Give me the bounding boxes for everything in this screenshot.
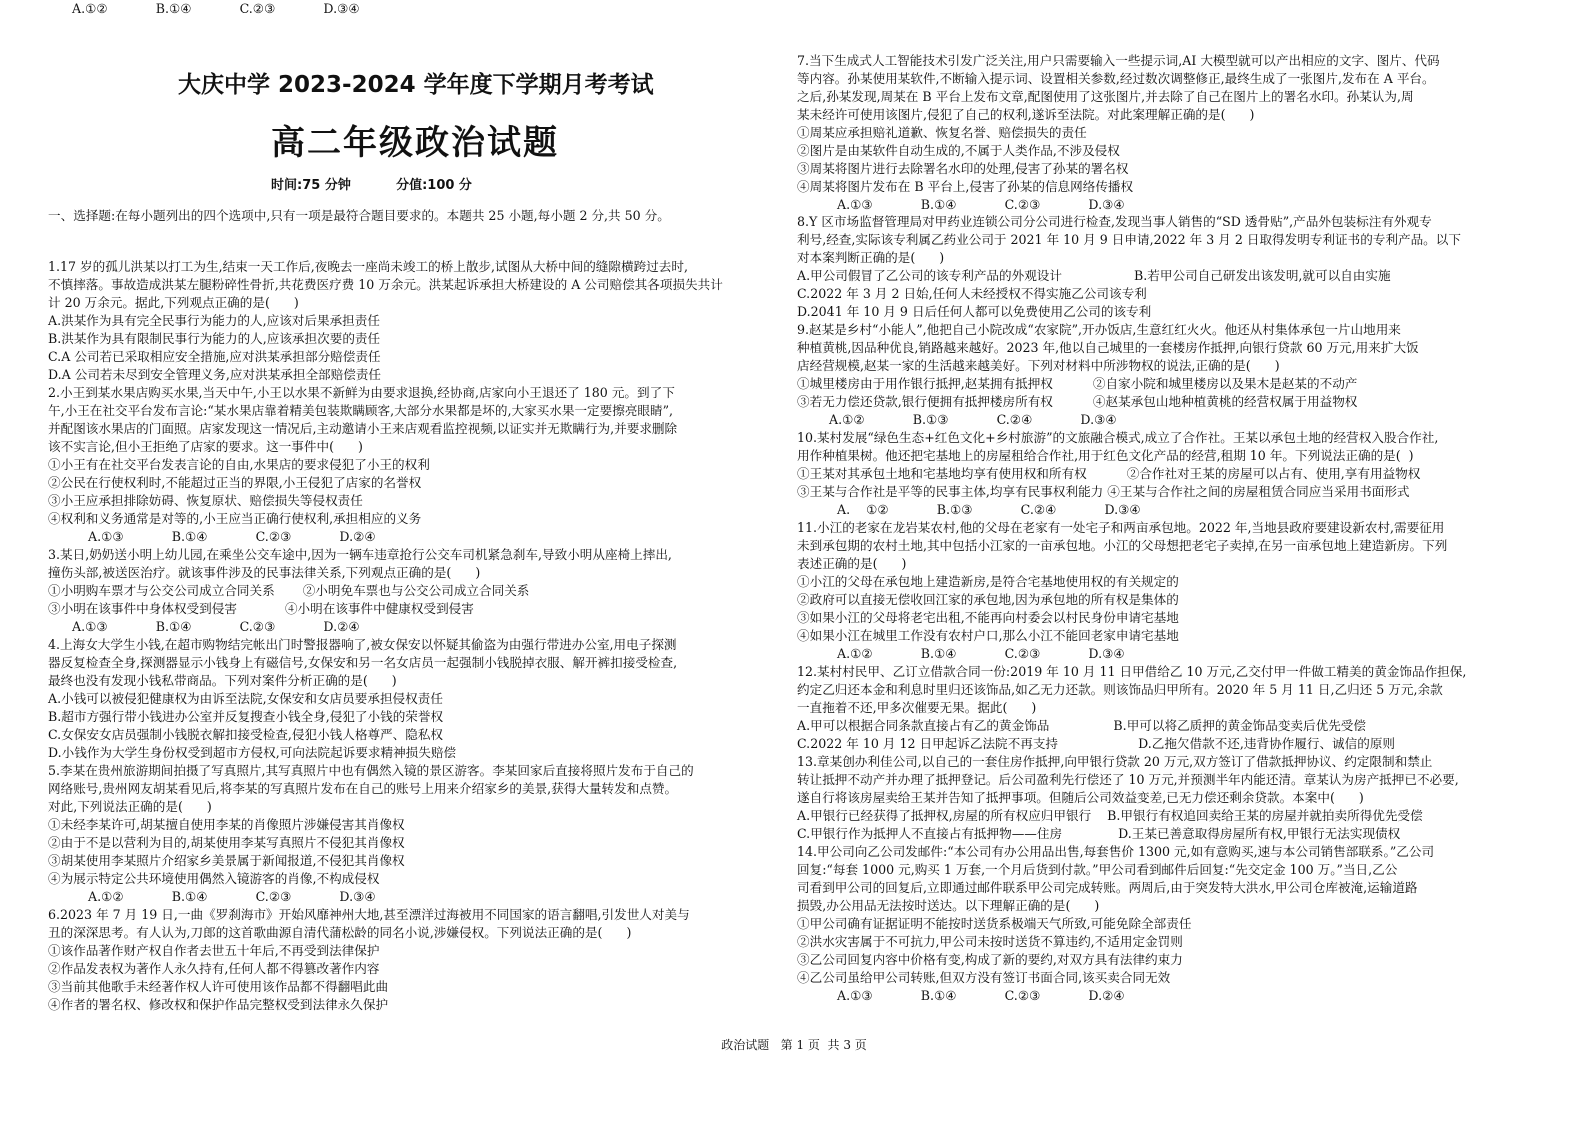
right-text-line: 某未经许可使用该图片,侵犯了自己的权利,遂诉至法院。对此案理解正确的是( ) (797, 107, 1255, 122)
right-text-line: 回复:“每套 1000 元,购买 1 万套,一个月后货到付款。”甲公司看到邮件后回复:“先交定金 100 万。”当日,乙公 (797, 862, 1398, 877)
right-text-line: C.甲银行作为抵押人不直接占有抵押物——住房 D.王某已善意取得房屋所有权,甲银行无法实现债权 (797, 826, 1401, 841)
right-text-line: 9.赵某是乡村“小能人”,他把自己小院改成“农家院”,开办饭店,生意红红火火。他还从村集体承包一片山地用来 (797, 322, 1401, 337)
left-text-line: ①未经李某许可,胡某擅自使用李某的肖像照片涉嫌侵害其肖像权 (48, 817, 405, 832)
left-text-line: ④作者的署名权、修改权和保护作品完整权受到法律永久保护 (48, 997, 389, 1012)
left-text-line: 6.2023 年 7 月 19 日,一曲《罗刹海市》开始风靡神州大地,甚至漂洋过海被用不同国家的语言翻唱,引发世人对美与 (48, 907, 690, 922)
right-text-line: A.①② B.①③ C.②④ D.③④ (797, 412, 1117, 427)
left-text-line: ③小王应承担排除妨碍、恢复原状、赔偿损失等侵权责任 (48, 493, 363, 508)
right-text-line: A. ①② B.①③ C.②④ D.③④ (797, 502, 1141, 517)
left-text-line: A.①② B.①④ C.②③ D.③④ (48, 889, 376, 904)
right-text-line: A.甲可以根据合同条款直接占有乙的黄金饰品 B.甲可以将乙质押的黄金饰品变卖后优先受偿 (797, 718, 1366, 733)
right-text-line: 遂自行将该房屋卖给王某并告知了抵押事项。但随后公司效益变差,已无力偿还剩余贷款。本案中( ) (797, 790, 1364, 805)
left-text-line: 1.17 岁的孤儿洪某以打工为生,结束一天工作后,夜晚去一座尚未竣工的桥上散步,试图从大桥中间的缝隙横跨过去时, (48, 259, 688, 274)
left-text-line: 丑的深深思考。有人认为,刀郎的这首歌曲源自清代蒲松龄的同名小说,涉嫌侵权。下列说法正确的是( ) (48, 925, 632, 940)
right-text-line: A.甲公司假冒了乙公司的该专利产品的外观设计 B.若甲公司自己研发出该发明,就可以自由实施 (797, 268, 1391, 283)
right-text-line: 7.当下生成式人工智能技术引发广泛关注,用户只需要输入一些提示词,AI 大模型就可以产出相应的文字、图片、代码 (797, 53, 1440, 68)
left-text-line: 午,小王在社交平台发布言论:“某水果店靠着精美包装欺瞒顾客,大部分水果都是坏的,大家买水果一定要擦亮眼睛”, (48, 403, 674, 418)
left-text-line: ③胡某使用李某照片介绍家乡美景属于新闻报道,不侵犯其肖像权 (48, 853, 405, 868)
left-text-line: 2.小王到某水果店购买水果,当天中午,小王以水果不新鲜为由要求退换,经协商,店家向小王退还了 180 元。到了下 (48, 385, 675, 400)
right-text-line: ③若无力偿还贷款,银行便拥有抵押楼房所有权 ④赵某承包山地种植黄桃的经营权属于用益物权 (797, 394, 1358, 409)
right-text-line: A.①③ B.①④ C.②③ D.③④ (797, 197, 1125, 212)
left-text-line: ③小明在该事件中身体权受到侵害 ④小明在该事件中健康权受到侵害 (48, 601, 474, 616)
left-text-line: C.A 公司若已采取相应安全措施,应对洪某承担部分赔偿责任 (48, 349, 381, 364)
right-text-line: 等内容。孙某使用某软件,不断输入提示词、设置相关参数,经过数次调整修正,最终生成了一张图片,发布在 A 平台。 (797, 71, 1435, 86)
left-text-line: ③当前其他歌手未经著作权人许可使用该作品都不得翻唱此曲 (48, 979, 389, 994)
right-text-line: ①小江的父母在承包地上建造新房,是符合宅基地使用权的有关规定的 (797, 574, 1179, 589)
left-text-line: 4.上海女大学生小钱,在超市购物结完帐出门时警报器响了,被女保安以怀疑其偷盗为由强行带进办公室,用电子探测 (48, 637, 677, 652)
right-text-line: ②图片是由某软件自动生成的,不属于人类作品,不涉及侵权 (797, 143, 1120, 158)
left-text-line: 并配图该水果店的门面照。店家发现这一情况后,主动邀请小王来店观看监控视频,以证实并无欺瞒行为,并要求删除 (48, 421, 678, 436)
left-text-line: 5.李某在贵州旅游期间拍摄了写真照片,其写真照片中也有偶然入镜的景区游客。李某回家后直接将照片发布于自己的 (48, 763, 694, 778)
right-text-line: 10.某村发展“绿色生态+红色文化+乡村旅游”的文旅融合模式,成立了合作社。王某以承包土地的经营权入股合作社, (797, 430, 1439, 445)
right-text-line: 12.某村村民甲、乙订立借款合同一份:2019 年 10 月 11 日甲借给乙 10 万元,乙交付甲一件做工精美的黄金饰品作担保, (797, 664, 1467, 679)
left-text-line: 一、选择题:在每小题列出的四个选项中,只有一项是最符合题目要求的。本题共 25 小题,每小题 2 分,共 50 分。 (48, 208, 670, 223)
right-text-line: 司看到甲公司的回复后,立即通过邮件联系甲公司完成转账。两周后,由于突发特大洪水,甲公司仓库被淹,运输道路 (797, 880, 1418, 895)
left-text-line: ④权利和义务通常是对等的,小王应当正确行使权利,承担相应的义务 (48, 511, 422, 526)
exam-title: 高二年级政治试题 (271, 123, 559, 163)
right-text-line: A.①③ B.①④ C.②③ D.②④ (797, 988, 1125, 1003)
right-text-line: A.①② B.①④ C.②③ D.③④ (797, 646, 1125, 661)
right-text-line: 利号,经查,实际该专利属乙药业公司于 2021 年 10 月 9 日申请,2022 年 3 月 2 日取得发明专利证书的专利产品。以下 (797, 232, 1461, 247)
right-text-line: 种植黄桃,因品种优良,销路越来越好。2023 年,他以自己城里的一套楼房作抵押,向银行贷款 60 万元,用来扩大饭 (797, 340, 1419, 355)
right-text-line: 约定乙归还本金和利息时里归还该饰品,如乙无力还款。则该饰品归甲所有。2020 年 5 月 11 日,乙归还 5 万元,余款 (797, 682, 1443, 697)
left-text-line: 网络账号,贵州网友胡某看见后,将李某的写真照片发布在自己的账号上用来介绍家乡的美景,获得大量转发和点赞。 (48, 781, 678, 796)
left-text-line: 计 20 万余元。据此,下列观点正确的是( ) (48, 295, 299, 310)
left-text-line: A.洪某作为具有完全民事行为能力的人,应该对后果承担责任 (48, 313, 380, 328)
right-text-line: 13.章某创办利佳公司,以自己的一套住房作抵押,向甲银行贷款 20 万元,双方签订了借款抵押协议、约定限制和禁止 (797, 754, 1433, 769)
left-text-line: B.超市方强行带小钱进办公室并反复搜查小钱全身,侵犯了小钱的荣誉权 (48, 709, 444, 724)
right-text-line: D.2041 年 10 月 9 日后任何人都可以免费使用乙公司的该专利 (797, 304, 1152, 319)
right-text-line: 之后,孙某发现,周某在 B 平台上发布文章,配图使用了这张图片,并去除了自己在图片上的署名水印。孙某认为,周 (797, 89, 1414, 104)
right-text-line: ③乙公司回复内容中价格有变,构成了新的要约,对双方具有法律约束力 (797, 952, 1183, 967)
right-text-line: ④周某将图片发布在 B 平台上,侵害了孙某的信息网络传播权 (797, 179, 1134, 194)
left-text-line: 撞伤头部,被送医治疗。就该事件涉及的民事法律关系,下列观点正确的是( ) (48, 565, 481, 580)
right-text-line: ③周某将图片进行去除署名水印的处理,侵害了孙某的署名权 (797, 161, 1129, 176)
left-text-line: ④为展示特定公共环境使用偶然入镜游客的肖像,不构成侵权 (48, 871, 380, 886)
right-text-line: 14.甲公司向乙公司发邮件:“本公司有办公用品出售,每套售价 1300 元,如有意购买,速与本公司销售部联系。”乙公司 (797, 844, 1435, 859)
left-text-line: C.女保安女店员强制小钱脱衣解扣接受检查,侵犯小钱人格尊严、隐私权 (48, 727, 444, 742)
page-footer: 政治试题 第 1 页 共 3 页 (721, 1038, 867, 1052)
exam-info: 时间:75 分钟 分值:100 分 (271, 178, 472, 193)
left-text-line: 3.某日,奶奶送小明上幼儿园,在乘坐公交车途中,因为一辆车违章抢行公交车司机紧急刹车,导致小明从座椅上摔出, (48, 547, 672, 562)
right-text-line: 8.Y 区市场监督管理局对甲药业连锁公司分公司进行检查,发现当事人销售的“SD 透骨贴”,产品外包装标注有外观专 (797, 214, 1432, 229)
right-text-line: 11.小江的老家在龙岩某农村,他的父母在老家有一处宅子和两亩承包地。2022 年,当地县政府要建设新农村,需要征用 (797, 520, 1445, 535)
left-text-line: D.A 公司若未尽到安全管理义务,应对洪某承担全部赔偿责任 (48, 367, 382, 382)
right-text-line: 转让抵押不动产并办理了抵押登记。后公司盈利先行偿还了 10 万元,并预测半年内能还清。章某认为房产抵押已不必要, (797, 772, 1459, 787)
left-text-line: 该不实言论,但小王拒绝了店家的要求。这一事件中( ) (48, 439, 363, 454)
left-text-line: 不慎摔落。事故造成洪某左腿粉碎性骨折,共花费医疗费 10 万余元。洪某起诉承担大桥建设的 A 公司赔偿其各项损失共计 (48, 277, 723, 292)
right-text-line: ②政府可以直接无偿收回江家的承包地,因为承包地的所有权是集体的 (797, 592, 1179, 607)
right-text-line: 一直拖着不还,甲多次催要无果。据此( ) (797, 700, 1037, 715)
right-text-line: 损毁,办公用品无法按时送达。以下理解正确的是( ) (797, 898, 1100, 913)
right-text-line: 表述正确的是( ) (797, 556, 907, 571)
right-text-line: 未到承包期的农村土地,其中包括小江家的一亩承包地。小江的父母想把老宅子卖掉,在另一亩承包地上建造新房。下列 (797, 538, 1448, 553)
right-text-line: ③如果小江的父母将老宅出租,不能再向村委会以村民身份申请宅基地 (797, 610, 1179, 625)
left-text-line: 器反复检查全身,探测器显示小钱身上有磁信号,女保安和另一名女店员一起强制小钱脱掉衣服、解开裤扣接受检查, (48, 655, 678, 670)
left-text-line: D.小钱作为大学生身份权受到超市方侵权,可向法院起诉要求精神损失赔偿 (48, 745, 457, 760)
left-text-line: ②公民在行使权利时,不能超过正当的界限,小王侵犯了店家的名誉权 (48, 475, 422, 490)
left-text-line: ①小明购车票才与公交公司成立合同关系 ②小明免车票也与公交公司成立合同关系 (48, 583, 530, 598)
right-text-line: ③王某与合作社是平等的民事主体,均享有民事权利能力 ④王某与合作社之间的房屋租赁合同应当采用书面形式 (797, 484, 1410, 499)
left-text-line: ②由于不是以营利为目的,胡某使用李某写真照片不侵犯其肖像权 (48, 835, 405, 850)
right-text-line: ①甲公司确有证据证明不能按时送货系极端天气所致,可能免除全部责任 (797, 916, 1192, 931)
right-text-line: 店经营规模,赵某一家的生活越来越美好。下列对材料中所涉物权的说法,正确的是( ) (797, 358, 1280, 373)
right-text-line: ①周某应承担赔礼道歉、恢复名誉、赔偿损失的责任 (797, 125, 1087, 140)
right-text-line: ④乙公司虽给甲公司转账,但双方没有签订书面合同,该买卖合同无效 (797, 970, 1171, 985)
right-text-line: ①王某对其承包土地和宅基地均享有使用权和所有权 ②合作社对王某的房屋可以占有、使用,享有用益物权 (797, 466, 1421, 481)
right-text-line: ②洪水灾害属于不可抗力,甲公司未按时送货不算违约,不适用定金罚则 (797, 934, 1183, 949)
left-text-line: ①小王有在社交平台发表言论的自由,水果店的要求侵犯了小王的权利 (48, 457, 430, 472)
left-text-line: 最终也没有发现小钱私带商品。下列对案件分析正确的是( ) (48, 673, 397, 688)
left-text-line: A.①③ B.①④ C.②③ D.②④ (48, 529, 376, 544)
school-title: 大庆中学 2023-2024 学年度下学期月考考试 (178, 72, 654, 98)
left-text-line: B.洪某作为具有限制民事行为能力的人,应该承担次要的责任 (48, 331, 381, 346)
right-text-line: ④如果小江在城里工作没有农村户口,那么小江不能回老家申请宅基地 (797, 628, 1179, 643)
right-text-line: C.2022 年 10 月 12 日甲起诉乙法院不再支持 D.乙拖欠借款不还,违背协作履行、诚信的原则 (797, 736, 1396, 751)
left-text-line: A.①② B.①④ C.②③ D.③④ (48, 1, 360, 16)
right-text-line: A.甲银行已经获得了抵押权,房屋的所有权应归甲银行 B.甲银行有权追回卖给王某的房屋并就拍卖所得优先受偿 (797, 808, 1423, 823)
left-text-line: A.①③ B.①④ C.②③ D.②④ (48, 619, 360, 634)
right-text-line: 对本案判断正确的是( ) (797, 250, 945, 265)
right-text-line: C.2022 年 3 月 2 日始,任何人未经授权不得实施乙公司该专利 (797, 286, 1147, 301)
left-text-line: A.小钱可以被侵犯健康权为由诉至法院,女保安和女店员要承担侵权责任 (48, 691, 443, 706)
left-text-line: 对此,下列说法正确的是( ) (48, 799, 212, 814)
left-text-line: ②作品发表权为著作人永久持有,任何人都不得篡改著作内容 (48, 961, 380, 976)
right-text-line: ①城里楼房由于用作银行抵押,赵某拥有抵押权 ②自家小院和城里楼房以及果木是赵某的不动产 (797, 376, 1358, 391)
left-text-line: ①该作品著作财产权自作者去世五十年后,不再受到法律保护 (48, 943, 380, 958)
right-text-line: 用作种植果树。他还把宅基地上的房屋租给合作社,用于红色文化产品的经营,租期 10 年。下列说法正确的是( ) (797, 448, 1414, 463)
